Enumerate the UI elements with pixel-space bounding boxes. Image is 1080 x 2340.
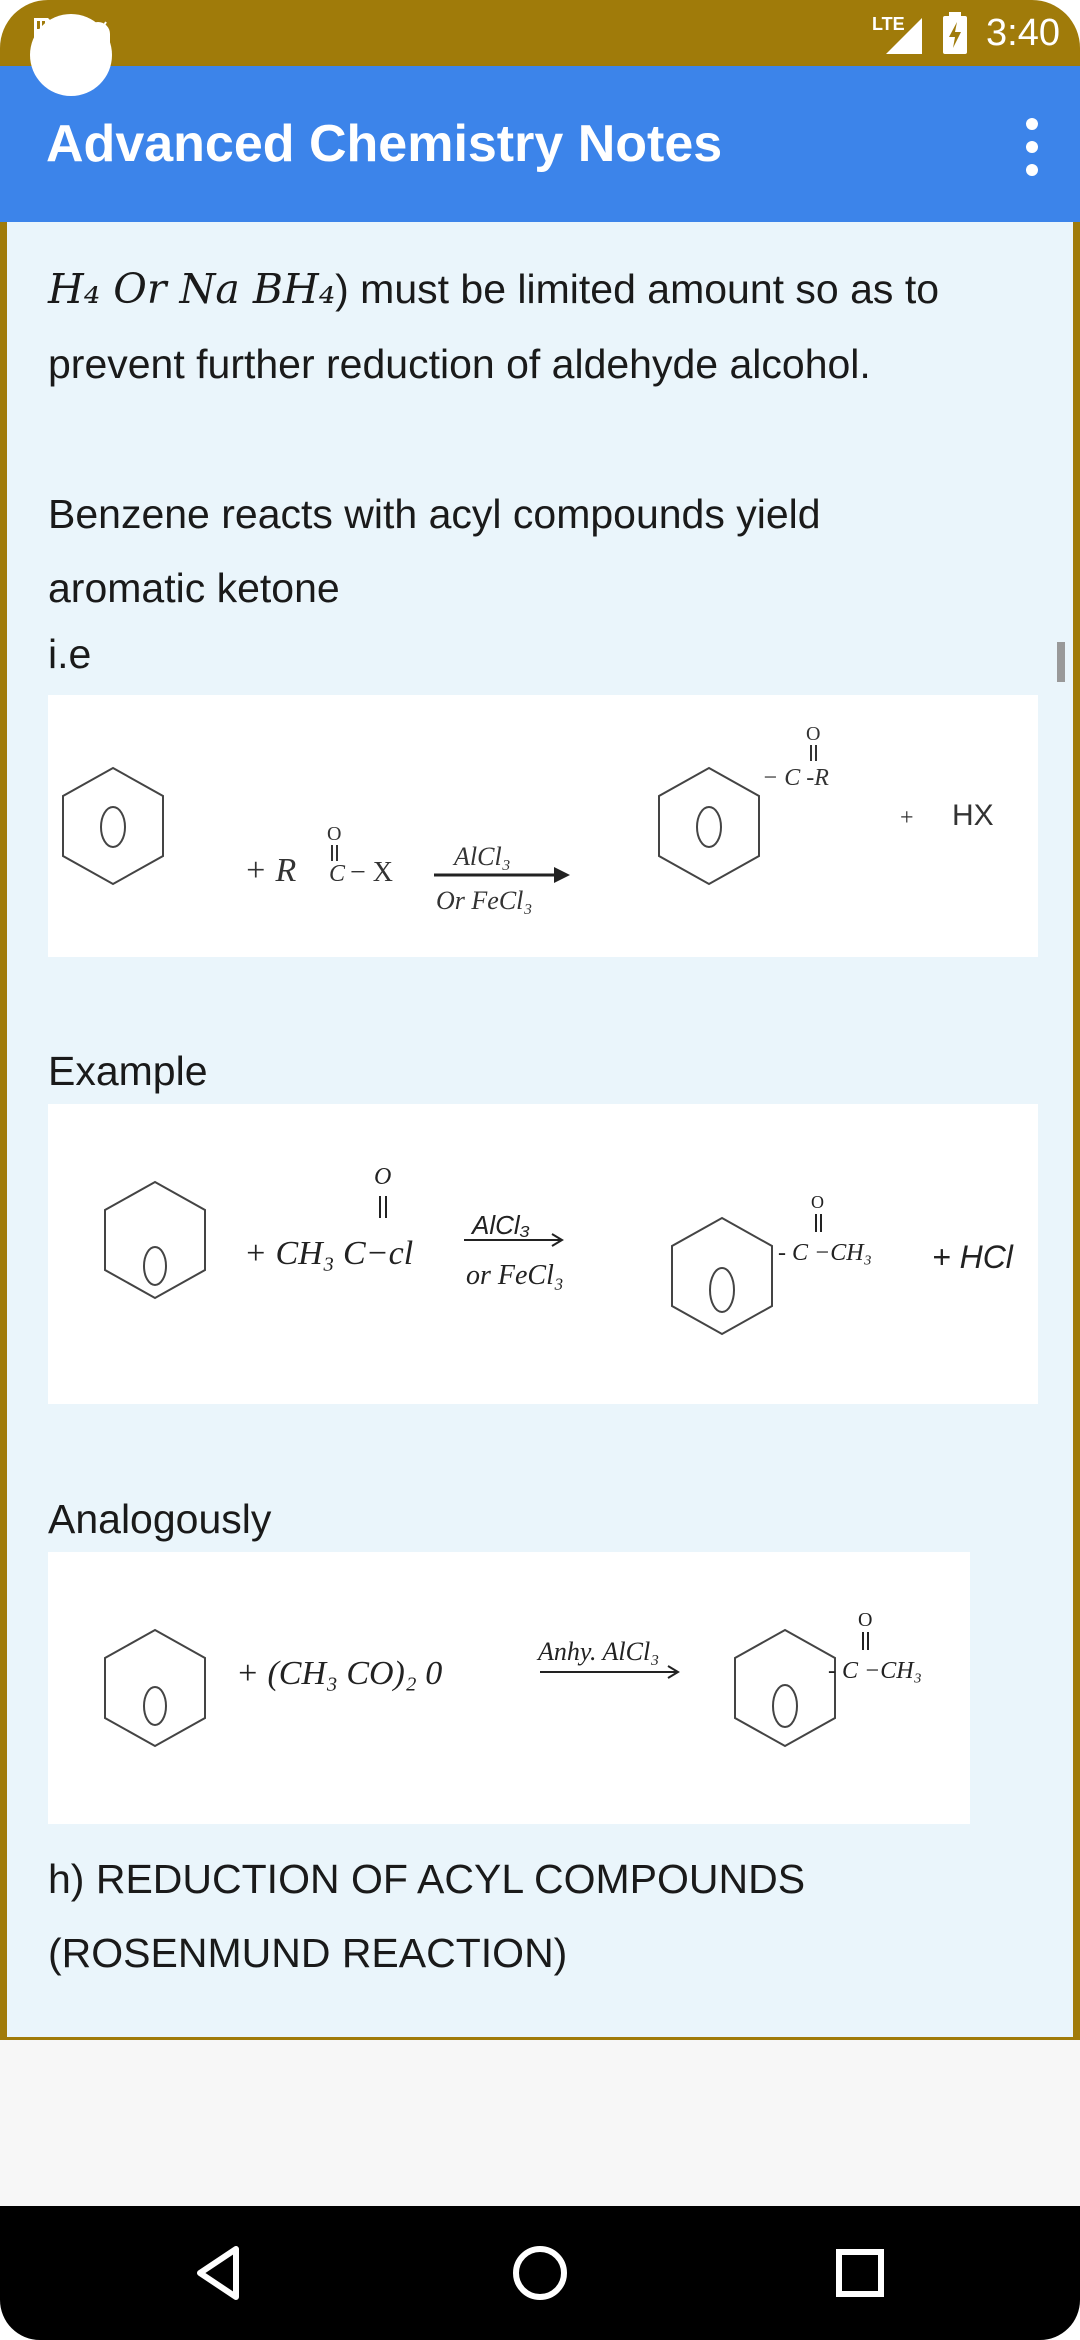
reagent-formula: H₄ Or Na BH₄ [48,265,336,313]
oxygen-label: O [811,1192,824,1212]
app-title: Advanced Chemistry Notes [46,115,723,173]
acyl-group-label: − C -R [762,765,829,791]
plus-sign: + [900,805,914,831]
benzene-ring [105,1630,205,1746]
section-heading: Analogously [48,1496,272,1542]
oxygen-label: O [374,1164,392,1190]
recents-icon[interactable] [820,2233,900,2313]
paragraph-line: prevent further reduction of aldehyde alcohol. [48,341,871,387]
reaction-figure-anhydride [48,1552,970,1824]
status-time: 3:40 [986,11,1060,54]
navigation-bar [0,2206,1080,2340]
benzene-ring [63,768,163,884]
benzene-ring [659,768,759,884]
network-label: LTE [872,14,905,34]
camera-cutout [30,14,112,96]
paragraph-line: Benzene reacts with acyl compounds yield [48,491,821,537]
oxygen-label: O [858,1609,873,1631]
catalyst-label: Anhy. AlCl₃ [538,1637,660,1666]
reaction-figure-example [48,1104,1038,1404]
reactant-label: + (CH₃ CO)₂ 0 [236,1655,443,1692]
oxygen-label: O [806,723,821,745]
battery-charging-icon [940,10,970,56]
acyl-group-label: - C −CH₃ [828,1658,922,1684]
section-title: (ROSENMUND REACTION) [48,1930,568,1976]
paragraph-line [48,252,939,326]
section-heading: Example [48,1048,208,1094]
app-bar [0,66,1080,222]
catalyst-bottom: or FeCl₃ [466,1260,564,1291]
byproduct-label: HX [952,799,994,832]
paragraph-text: ) must be limited amount so as to [335,266,940,312]
signal-icon [872,10,932,56]
catalyst-top: AlCl₃ [472,1210,530,1240]
notes-content[interactable] [0,222,1080,2040]
status-right [872,8,1060,58]
back-icon[interactable] [180,2233,260,2313]
section-title: h) REDUCTION OF ACYL COMPOUNDS [48,1856,806,1902]
home-icon[interactable] [500,2233,580,2313]
scrollbar-thumb[interactable] [1057,642,1065,682]
benzene-ring [735,1630,835,1746]
acyl-group-label: - C −CH₃ [778,1240,872,1266]
catalyst-top: AlCl₃ [454,842,511,871]
reaction-figure-general [48,695,1038,957]
reactant-label: + CH₃ C−cl [244,1235,414,1272]
status-bar [0,0,1080,66]
blank-area [0,2040,1080,2206]
benzene-ring [105,1182,205,1298]
carbon-label: C [329,861,346,887]
paragraph-line: aromatic ketone [48,565,340,611]
catalyst-bottom: Or FeCl₃ [436,886,533,915]
reactant-label: + R [244,852,297,889]
overflow-menu-icon[interactable] [1012,112,1052,182]
byproduct-label: + HCl [932,1239,1013,1275]
oxygen-label: O [327,823,342,845]
benzene-ring [672,1218,772,1334]
paragraph-line: i.e [48,631,92,677]
halide-label: − X [350,857,394,888]
